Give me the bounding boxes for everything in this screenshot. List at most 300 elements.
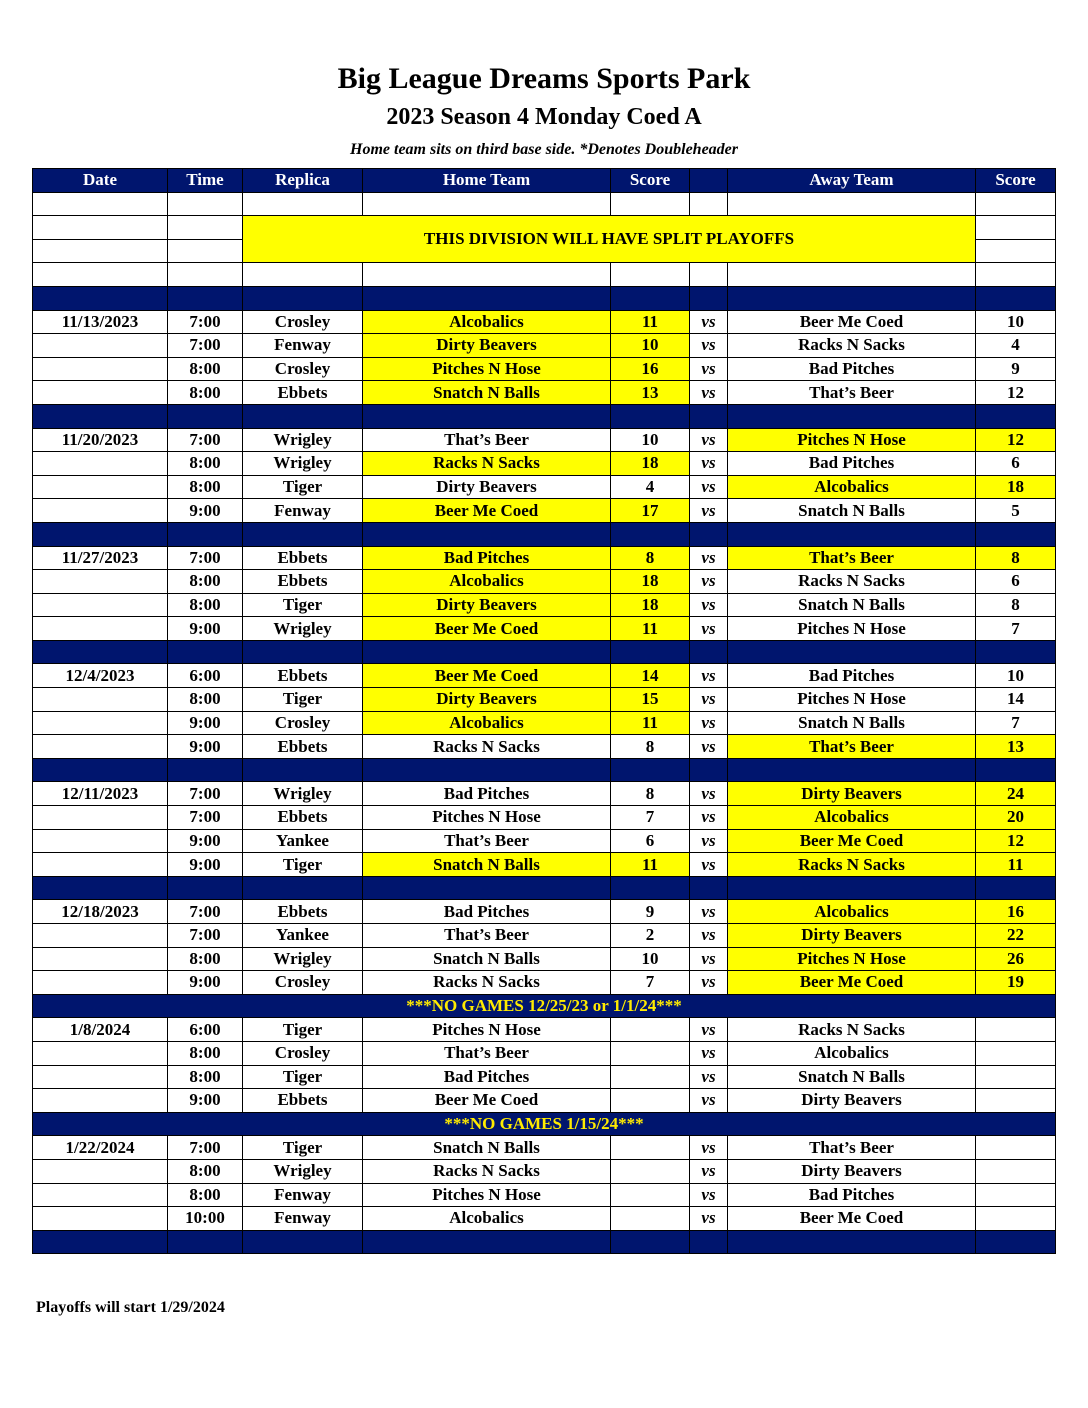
separator-cell bbox=[728, 286, 976, 310]
separator-cell bbox=[611, 758, 690, 782]
page-title: Big League Dreams Sports Park bbox=[337, 62, 751, 95]
game-date bbox=[33, 947, 168, 971]
home-score: 7 bbox=[611, 971, 690, 995]
game-date bbox=[33, 617, 168, 641]
home-score: 8 bbox=[611, 782, 690, 806]
vs-label: vs bbox=[690, 711, 728, 735]
game-time: 7:00 bbox=[168, 900, 243, 924]
away-score: 5 bbox=[976, 499, 1056, 523]
away-score: 7 bbox=[976, 617, 1056, 641]
game-date bbox=[33, 452, 168, 476]
home-score bbox=[611, 1018, 690, 1042]
home-score: 10 bbox=[611, 428, 690, 452]
vs-label: vs bbox=[690, 1041, 728, 1065]
vs-label: vs bbox=[690, 1183, 728, 1207]
vs-label: vs bbox=[690, 499, 728, 523]
col-header-away-team: Away Team bbox=[728, 169, 976, 193]
away-team: Beer Me Coed bbox=[728, 310, 976, 334]
vs-label: vs bbox=[690, 452, 728, 476]
separator-cell bbox=[363, 286, 611, 310]
away-score: 7 bbox=[976, 711, 1056, 735]
home-score bbox=[611, 1183, 690, 1207]
game-replica: Crosley bbox=[243, 1041, 363, 1065]
separator-cell bbox=[976, 404, 1056, 428]
blank-cell bbox=[168, 263, 243, 287]
game-replica: Fenway bbox=[243, 1207, 363, 1231]
game-row bbox=[33, 806, 1056, 830]
home-team: Racks N Sacks bbox=[363, 735, 611, 759]
game-date bbox=[33, 475, 168, 499]
col-header-away-score: Score bbox=[976, 169, 1056, 193]
away-team: Beer Me Coed bbox=[728, 1207, 976, 1231]
separator-cell bbox=[168, 522, 243, 546]
vs-label: vs bbox=[690, 853, 728, 877]
header-row bbox=[33, 169, 1056, 193]
game-time: 8:00 bbox=[168, 1065, 243, 1089]
blank-cell bbox=[363, 192, 611, 216]
home-team: Snatch N Balls bbox=[363, 1136, 611, 1160]
game-row bbox=[33, 853, 1056, 877]
separator-cell bbox=[243, 522, 363, 546]
home-score: 18 bbox=[611, 593, 690, 617]
home-team: That’s Beer bbox=[363, 428, 611, 452]
game-date: 12/18/2023 bbox=[33, 900, 168, 924]
separator-cell bbox=[363, 876, 611, 900]
home-score bbox=[611, 1159, 690, 1183]
vs-label: vs bbox=[690, 617, 728, 641]
game-time: 8:00 bbox=[168, 570, 243, 594]
away-score: 12 bbox=[976, 381, 1056, 405]
home-team: Beer Me Coed bbox=[363, 499, 611, 523]
game-time: 8:00 bbox=[168, 947, 243, 971]
game-time: 7:00 bbox=[168, 924, 243, 948]
vs-label: vs bbox=[690, 475, 728, 499]
blank-cell bbox=[976, 263, 1056, 287]
game-row bbox=[33, 735, 1056, 759]
game-row bbox=[33, 900, 1056, 924]
game-date: 12/11/2023 bbox=[33, 782, 168, 806]
game-time: 7:00 bbox=[168, 806, 243, 830]
separator-cell bbox=[611, 286, 690, 310]
vs-label: vs bbox=[690, 829, 728, 853]
separator-cell bbox=[690, 758, 728, 782]
vs-label: vs bbox=[690, 806, 728, 830]
away-score: 8 bbox=[976, 593, 1056, 617]
away-team: Racks N Sacks bbox=[728, 853, 976, 877]
game-replica: Ebbets bbox=[243, 381, 363, 405]
game-row bbox=[33, 475, 1056, 499]
game-date: 11/20/2023 bbox=[33, 428, 168, 452]
away-score: 18 bbox=[976, 475, 1056, 499]
game-date bbox=[33, 806, 168, 830]
away-team: Dirty Beavers bbox=[728, 924, 976, 948]
game-row bbox=[33, 1183, 1056, 1207]
game-row bbox=[33, 428, 1056, 452]
game-date: 11/13/2023 bbox=[33, 310, 168, 334]
separator-row bbox=[33, 640, 1056, 664]
home-team: Pitches N Hose bbox=[363, 1183, 611, 1207]
separator-cell bbox=[611, 522, 690, 546]
separator-cell bbox=[690, 640, 728, 664]
home-team: Alcobalics bbox=[363, 570, 611, 594]
away-team: Bad Pitches bbox=[728, 1183, 976, 1207]
vs-label: vs bbox=[690, 782, 728, 806]
separator-cell bbox=[168, 758, 243, 782]
game-row bbox=[33, 1065, 1056, 1089]
game-time: 10:00 bbox=[168, 1207, 243, 1231]
away-team: Pitches N Hose bbox=[728, 688, 976, 712]
game-time: 9:00 bbox=[168, 829, 243, 853]
home-score: 8 bbox=[611, 735, 690, 759]
game-row bbox=[33, 1159, 1056, 1183]
home-team: Beer Me Coed bbox=[363, 664, 611, 688]
away-team: Pitches N Hose bbox=[728, 947, 976, 971]
home-team: Alcobalics bbox=[363, 310, 611, 334]
separator-cell bbox=[168, 876, 243, 900]
game-replica: Tiger bbox=[243, 1136, 363, 1160]
game-replica: Yankee bbox=[243, 924, 363, 948]
vs-label: vs bbox=[690, 334, 728, 358]
vs-label: vs bbox=[690, 1065, 728, 1089]
game-date bbox=[33, 593, 168, 617]
separator-cell bbox=[690, 876, 728, 900]
game-time: 8:00 bbox=[168, 1041, 243, 1065]
game-replica: Tiger bbox=[243, 475, 363, 499]
separator-cell bbox=[363, 404, 611, 428]
away-score bbox=[976, 1136, 1056, 1160]
away-score: 10 bbox=[976, 310, 1056, 334]
game-date bbox=[33, 1041, 168, 1065]
vs-label: vs bbox=[690, 924, 728, 948]
no-games-note: ***NO GAMES 12/25/23 or 1/1/24*** bbox=[33, 994, 1056, 1018]
separator-cell bbox=[611, 404, 690, 428]
blank-cell bbox=[976, 239, 1056, 263]
home-team: Dirty Beavers bbox=[363, 334, 611, 358]
home-team: Pitches N Hose bbox=[363, 357, 611, 381]
separator-cell bbox=[168, 1230, 243, 1254]
game-time: 9:00 bbox=[168, 711, 243, 735]
blank-cell bbox=[33, 263, 168, 287]
away-score bbox=[976, 1089, 1056, 1113]
game-time: 8:00 bbox=[168, 475, 243, 499]
game-date bbox=[33, 570, 168, 594]
game-row bbox=[33, 1089, 1056, 1113]
vs-label: vs bbox=[690, 900, 728, 924]
home-team: Dirty Beavers bbox=[363, 593, 611, 617]
game-row bbox=[33, 971, 1056, 995]
blank-cell bbox=[611, 192, 690, 216]
home-score: 11 bbox=[611, 310, 690, 334]
away-team: Bad Pitches bbox=[728, 452, 976, 476]
blank-cell bbox=[168, 192, 243, 216]
home-score: 13 bbox=[611, 381, 690, 405]
game-date: 1/8/2024 bbox=[33, 1018, 168, 1042]
away-score bbox=[976, 1207, 1056, 1231]
game-date bbox=[33, 853, 168, 877]
away-score: 12 bbox=[976, 829, 1056, 853]
separator-cell bbox=[611, 640, 690, 664]
home-score bbox=[611, 1065, 690, 1089]
banner-row bbox=[33, 216, 1056, 240]
home-score: 6 bbox=[611, 829, 690, 853]
page-subtitle: 2023 Season 4 Monday Coed A bbox=[386, 104, 702, 130]
separator-cell bbox=[243, 876, 363, 900]
game-time: 6:00 bbox=[168, 1018, 243, 1042]
game-replica: Ebbets bbox=[243, 546, 363, 570]
away-score: 13 bbox=[976, 735, 1056, 759]
game-time: 8:00 bbox=[168, 452, 243, 476]
col-header-time: Time bbox=[168, 169, 243, 193]
away-team: That’s Beer bbox=[728, 735, 976, 759]
home-score: 11 bbox=[611, 617, 690, 641]
home-team: Bad Pitches bbox=[363, 1065, 611, 1089]
blank-cell bbox=[690, 192, 728, 216]
separator-cell bbox=[168, 404, 243, 428]
separator-row bbox=[33, 876, 1056, 900]
home-team: Bad Pitches bbox=[363, 546, 611, 570]
game-replica: Fenway bbox=[243, 1183, 363, 1207]
home-team: Pitches N Hose bbox=[363, 1018, 611, 1042]
separator-cell bbox=[363, 758, 611, 782]
vs-label: vs bbox=[690, 1159, 728, 1183]
game-replica: Tiger bbox=[243, 688, 363, 712]
away-team: That’s Beer bbox=[728, 546, 976, 570]
home-team: Racks N Sacks bbox=[363, 452, 611, 476]
game-date bbox=[33, 971, 168, 995]
game-replica: Tiger bbox=[243, 853, 363, 877]
blank-row bbox=[33, 263, 1056, 287]
col-header-home-score: Score bbox=[611, 169, 690, 193]
blank-cell bbox=[168, 239, 243, 263]
game-time: 7:00 bbox=[168, 334, 243, 358]
separator-cell bbox=[243, 286, 363, 310]
home-team: That’s Beer bbox=[363, 829, 611, 853]
away-team: Pitches N Hose bbox=[728, 428, 976, 452]
game-date bbox=[33, 381, 168, 405]
separator-cell bbox=[690, 522, 728, 546]
away-team: Alcobalics bbox=[728, 475, 976, 499]
game-date bbox=[33, 1183, 168, 1207]
separator-cell bbox=[168, 640, 243, 664]
game-replica: Crosley bbox=[243, 971, 363, 995]
game-date bbox=[33, 688, 168, 712]
game-time: 9:00 bbox=[168, 853, 243, 877]
game-replica: Ebbets bbox=[243, 900, 363, 924]
away-team: Snatch N Balls bbox=[728, 711, 976, 735]
game-row bbox=[33, 782, 1056, 806]
separator-row bbox=[33, 404, 1056, 428]
home-team: Dirty Beavers bbox=[363, 688, 611, 712]
away-score: 12 bbox=[976, 428, 1056, 452]
col-header-date: Date bbox=[33, 169, 168, 193]
separator-cell bbox=[690, 1230, 728, 1254]
no-games-note: ***NO GAMES 1/15/24*** bbox=[33, 1112, 1056, 1136]
col-header-vs bbox=[690, 169, 728, 193]
game-row bbox=[33, 947, 1056, 971]
separator-cell bbox=[33, 404, 168, 428]
game-replica: Tiger bbox=[243, 1018, 363, 1042]
game-row bbox=[33, 1207, 1056, 1231]
separator-row bbox=[33, 758, 1056, 782]
game-row bbox=[33, 688, 1056, 712]
home-score: 11 bbox=[611, 853, 690, 877]
vs-label: vs bbox=[690, 1018, 728, 1042]
vs-label: vs bbox=[690, 428, 728, 452]
home-score bbox=[611, 1089, 690, 1113]
game-replica: Ebbets bbox=[243, 570, 363, 594]
vs-label: vs bbox=[690, 664, 728, 688]
game-time: 9:00 bbox=[168, 735, 243, 759]
blank-cell bbox=[363, 263, 611, 287]
game-replica: Fenway bbox=[243, 334, 363, 358]
away-score: 14 bbox=[976, 688, 1056, 712]
away-score: 9 bbox=[976, 357, 1056, 381]
separator-cell bbox=[33, 1230, 168, 1254]
game-row bbox=[33, 1136, 1056, 1160]
game-time: 8:00 bbox=[168, 1183, 243, 1207]
vs-label: vs bbox=[690, 1207, 728, 1231]
blank-cell bbox=[33, 216, 168, 240]
separator-cell bbox=[611, 876, 690, 900]
vs-label: vs bbox=[690, 947, 728, 971]
blank-cell bbox=[243, 192, 363, 216]
game-row bbox=[33, 310, 1056, 334]
game-time: 8:00 bbox=[168, 381, 243, 405]
away-score: 26 bbox=[976, 947, 1056, 971]
separator-row bbox=[33, 1230, 1056, 1254]
home-score bbox=[611, 1041, 690, 1065]
away-score: 10 bbox=[976, 664, 1056, 688]
game-date bbox=[33, 1207, 168, 1231]
blank-cell bbox=[976, 192, 1056, 216]
game-time: 9:00 bbox=[168, 499, 243, 523]
away-score: 11 bbox=[976, 853, 1056, 877]
game-date bbox=[33, 1065, 168, 1089]
home-team: Snatch N Balls bbox=[363, 853, 611, 877]
game-row bbox=[33, 617, 1056, 641]
home-score: 8 bbox=[611, 546, 690, 570]
separator-cell bbox=[728, 404, 976, 428]
game-time: 7:00 bbox=[168, 1136, 243, 1160]
vs-label: vs bbox=[690, 593, 728, 617]
separator-cell bbox=[611, 1230, 690, 1254]
game-replica: Ebbets bbox=[243, 664, 363, 688]
vs-label: vs bbox=[690, 1089, 728, 1113]
game-row bbox=[33, 381, 1056, 405]
game-replica: Ebbets bbox=[243, 806, 363, 830]
away-score: 6 bbox=[976, 570, 1056, 594]
home-team: Alcobalics bbox=[363, 711, 611, 735]
blank-cell bbox=[728, 263, 976, 287]
separator-row bbox=[33, 286, 1056, 310]
away-team: Racks N Sacks bbox=[728, 570, 976, 594]
away-score bbox=[976, 1159, 1056, 1183]
away-team: Bad Pitches bbox=[728, 357, 976, 381]
away-team: That’s Beer bbox=[728, 1136, 976, 1160]
game-row bbox=[33, 593, 1056, 617]
blank-cell bbox=[976, 216, 1056, 240]
away-score: 16 bbox=[976, 900, 1056, 924]
home-score: 9 bbox=[611, 900, 690, 924]
separator-cell bbox=[363, 640, 611, 664]
home-score: 2 bbox=[611, 924, 690, 948]
away-team: Dirty Beavers bbox=[728, 782, 976, 806]
home-team: Dirty Beavers bbox=[363, 475, 611, 499]
vs-label: vs bbox=[690, 735, 728, 759]
game-time: 7:00 bbox=[168, 546, 243, 570]
separator-cell bbox=[976, 522, 1056, 546]
home-team: Snatch N Balls bbox=[363, 947, 611, 971]
home-team: Bad Pitches bbox=[363, 900, 611, 924]
game-date bbox=[33, 334, 168, 358]
blank-cell bbox=[611, 263, 690, 287]
col-header-home-team: Home Team bbox=[363, 169, 611, 193]
game-replica: Wrigley bbox=[243, 947, 363, 971]
no-games-row bbox=[33, 994, 1056, 1018]
away-team: Alcobalics bbox=[728, 900, 976, 924]
home-team: Racks N Sacks bbox=[363, 971, 611, 995]
home-score: 10 bbox=[611, 947, 690, 971]
game-row bbox=[33, 334, 1056, 358]
game-replica: Wrigley bbox=[243, 428, 363, 452]
playoffs-footer: Playoffs will start 1/29/2024 bbox=[36, 1299, 225, 1316]
game-replica: Crosley bbox=[243, 711, 363, 735]
game-time: 8:00 bbox=[168, 357, 243, 381]
away-team: Snatch N Balls bbox=[728, 499, 976, 523]
game-time: 7:00 bbox=[168, 310, 243, 334]
separator-cell bbox=[363, 522, 611, 546]
away-team: Bad Pitches bbox=[728, 664, 976, 688]
home-score: 7 bbox=[611, 806, 690, 830]
game-replica: Wrigley bbox=[243, 617, 363, 641]
blank-cell bbox=[33, 192, 168, 216]
vs-label: vs bbox=[690, 357, 728, 381]
game-replica: Crosley bbox=[243, 357, 363, 381]
game-time: 7:00 bbox=[168, 428, 243, 452]
home-team: That’s Beer bbox=[363, 1041, 611, 1065]
blank-cell bbox=[33, 239, 168, 263]
game-time: 8:00 bbox=[168, 593, 243, 617]
game-row bbox=[33, 452, 1056, 476]
home-score bbox=[611, 1207, 690, 1231]
away-score: 24 bbox=[976, 782, 1056, 806]
game-time: 9:00 bbox=[168, 1089, 243, 1113]
home-score: 18 bbox=[611, 452, 690, 476]
game-time: 9:00 bbox=[168, 617, 243, 641]
away-score bbox=[976, 1041, 1056, 1065]
away-team: Dirty Beavers bbox=[728, 1089, 976, 1113]
col-header-replica: Replica bbox=[243, 169, 363, 193]
home-score: 15 bbox=[611, 688, 690, 712]
vs-label: vs bbox=[690, 381, 728, 405]
separator-cell bbox=[243, 758, 363, 782]
away-team: Racks N Sacks bbox=[728, 1018, 976, 1042]
game-time: 6:00 bbox=[168, 664, 243, 688]
game-date bbox=[33, 499, 168, 523]
separator-cell bbox=[243, 640, 363, 664]
no-games-row bbox=[33, 1112, 1056, 1136]
separator-cell bbox=[33, 640, 168, 664]
game-replica: Wrigley bbox=[243, 1159, 363, 1183]
separator-cell bbox=[690, 286, 728, 310]
away-score bbox=[976, 1018, 1056, 1042]
away-score: 8 bbox=[976, 546, 1056, 570]
game-row bbox=[33, 924, 1056, 948]
home-team: Beer Me Coed bbox=[363, 617, 611, 641]
blank-row bbox=[33, 192, 1056, 216]
home-score: 14 bbox=[611, 664, 690, 688]
blank-cell bbox=[168, 216, 243, 240]
